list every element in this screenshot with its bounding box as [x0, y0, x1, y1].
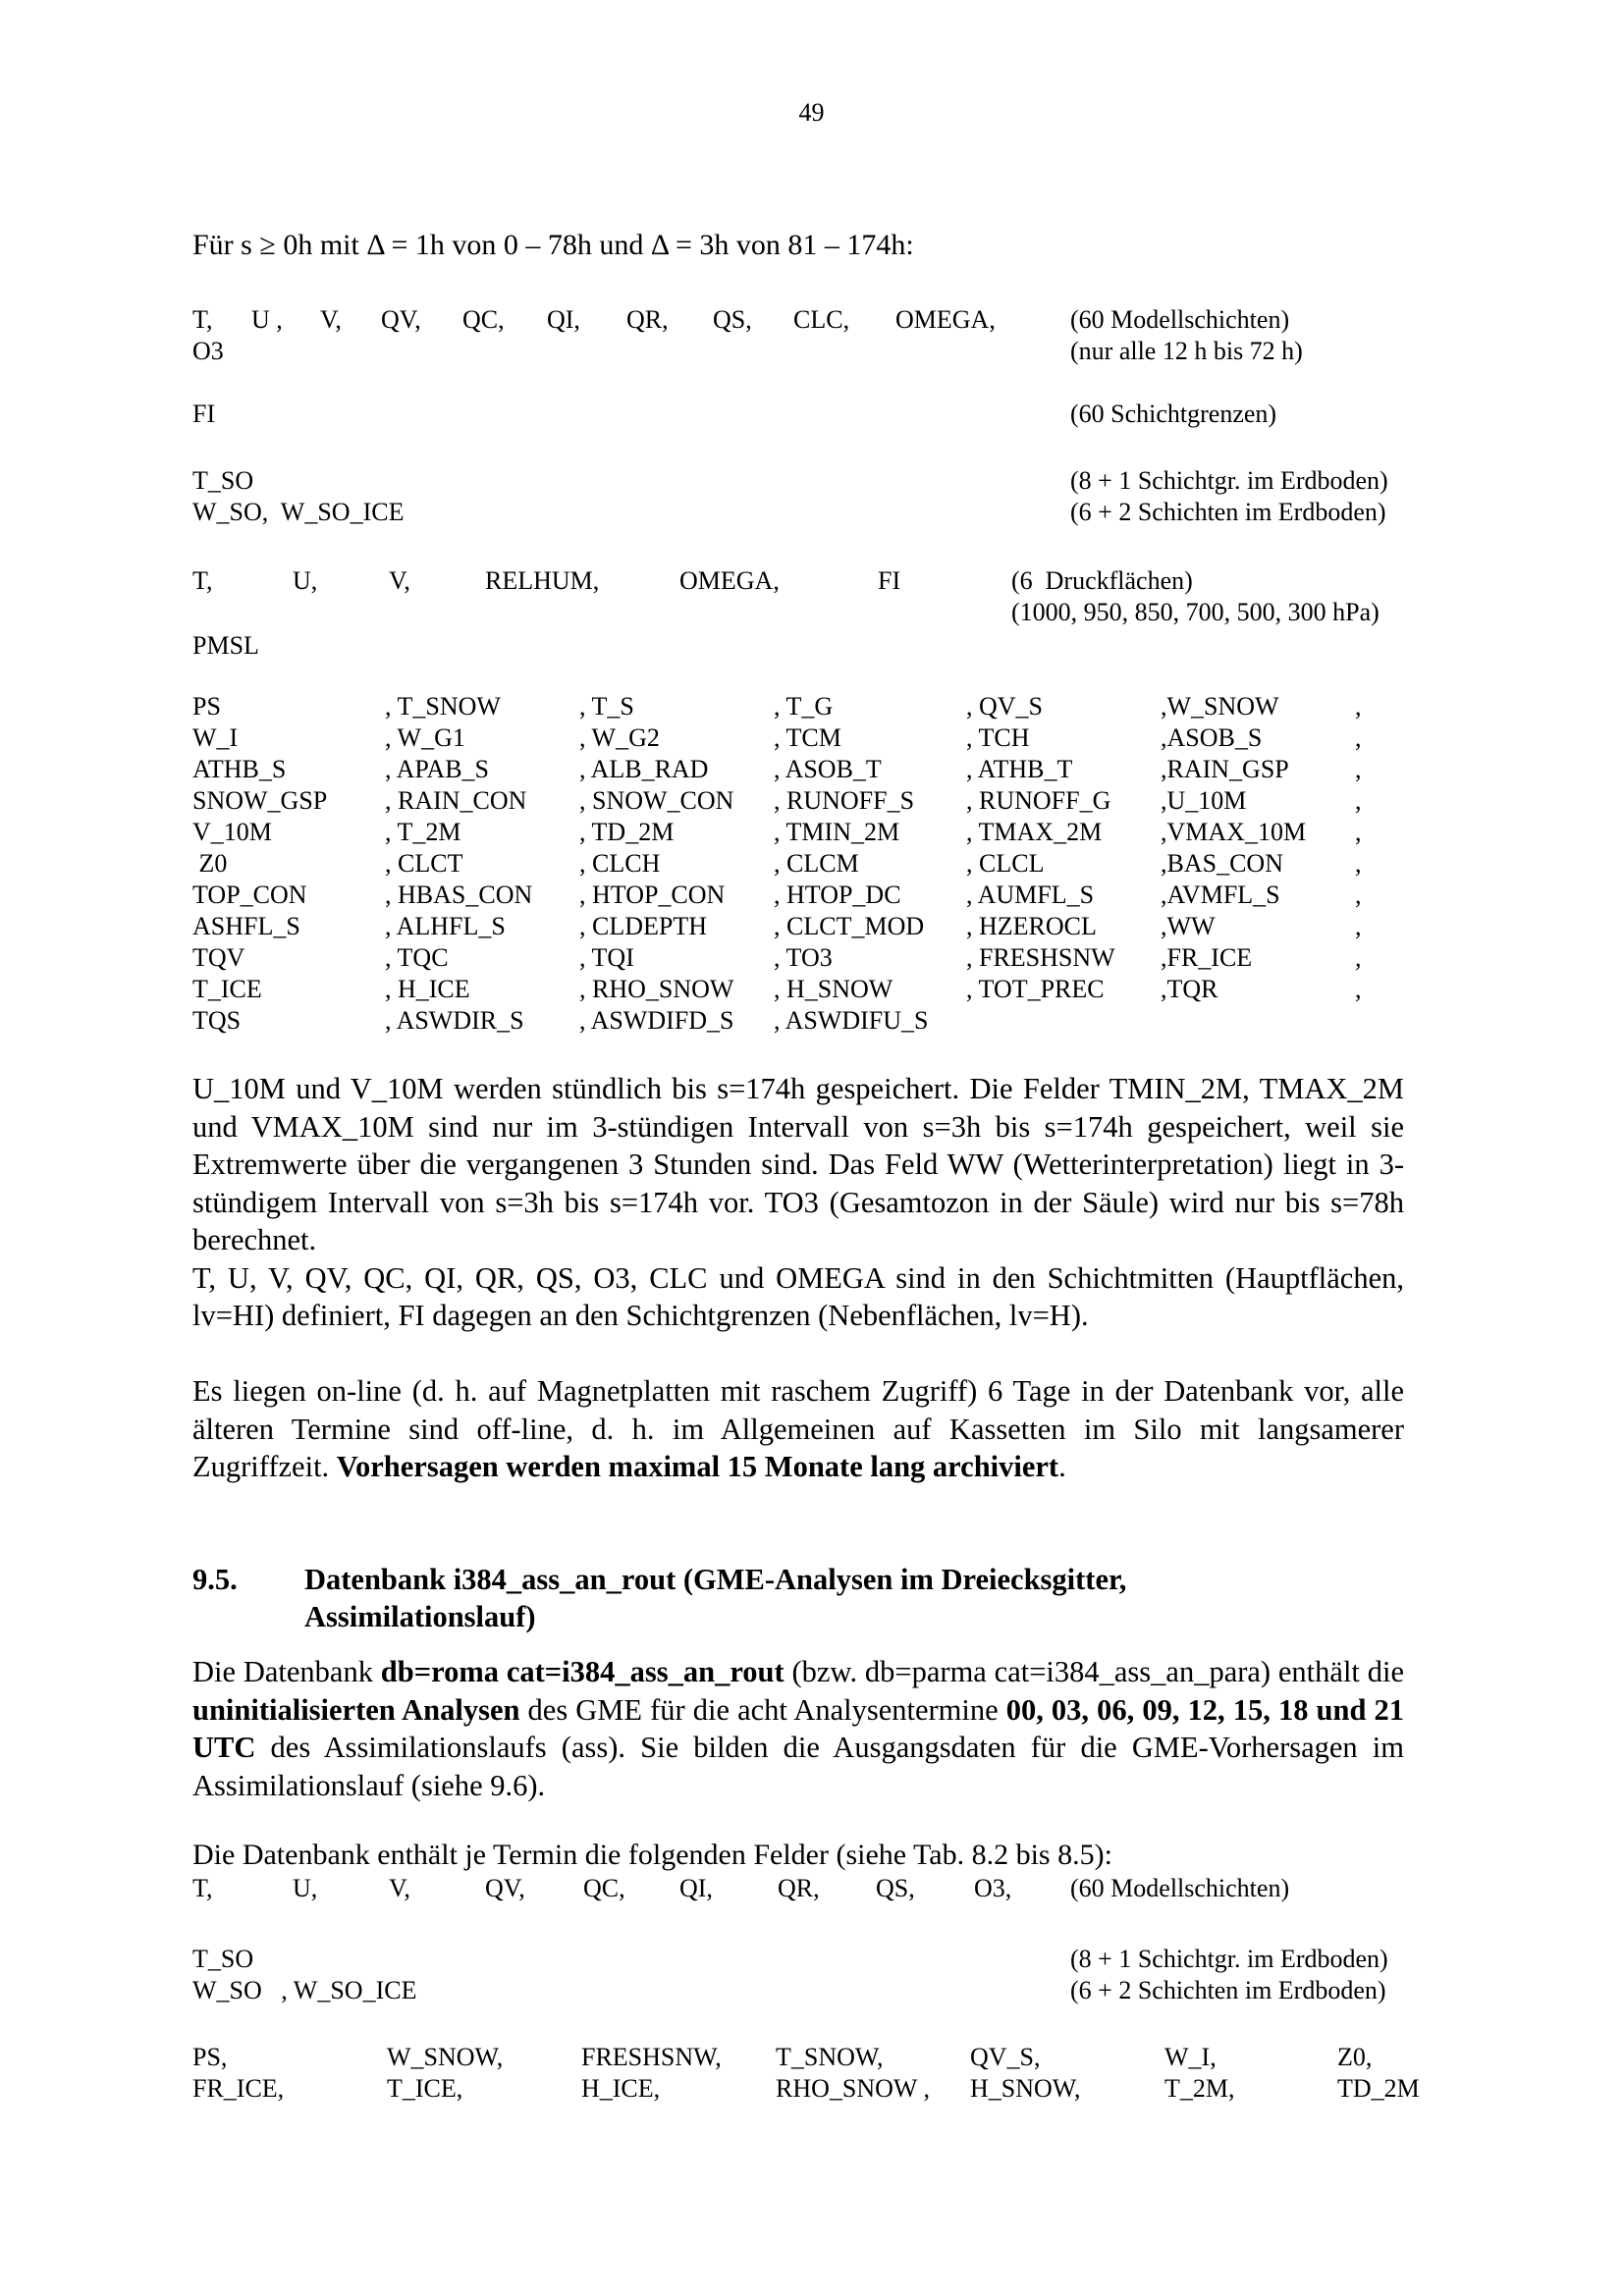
table-cell: , APAB_S	[385, 755, 489, 783]
table-row	[192, 754, 1420, 785]
surface-fields-table	[192, 691, 1420, 1037]
field: RELHUM,	[485, 566, 600, 595]
field: OMEGA,	[895, 305, 996, 334]
table-cell: ATHB_S	[192, 755, 287, 783]
field: T,	[192, 566, 213, 595]
field: T,	[192, 305, 213, 334]
table-cell: , RAIN_CON	[385, 786, 527, 815]
table-row	[192, 2042, 1439, 2073]
table-cell: , TCH	[966, 723, 1030, 752]
table-cell: , AUMFL_S	[966, 881, 1095, 909]
table-cell: , TMIN_2M	[774, 818, 900, 846]
table-cell: , QV_S	[966, 692, 1044, 721]
table-cell: PS,	[192, 2043, 228, 2071]
field: QV,	[485, 1874, 525, 1902]
pressure-list: (1000, 950, 850, 700, 500, 300 hPa)	[1011, 598, 1380, 626]
pmsl-label: PMSL	[192, 631, 259, 660]
table-cell: , HTOP_DC	[774, 881, 901, 909]
w-so-row	[192, 497, 1420, 528]
field: V,	[320, 305, 342, 334]
table-cell: FRESHSNW,	[581, 2043, 722, 2071]
table-cell: , TOT_PREC	[966, 975, 1105, 1003]
table-cell: Z0,	[1337, 2043, 1373, 2071]
t-so-row-2	[192, 1944, 1420, 1975]
paragraph-archive	[192, 1372, 1404, 1486]
table-cell: TQS	[192, 1006, 242, 1035]
pressure-levels-row	[192, 565, 1420, 597]
field-note: (8 + 1 Schichtgr. im Erdboden)	[1070, 1945, 1388, 1973]
field-note: (6 + 2 Schichten im Erdboden)	[1070, 1976, 1386, 2004]
field-note: (6 Druckflächen)	[1011, 566, 1193, 595]
field: FI	[878, 566, 901, 595]
fi-row	[192, 399, 1420, 430]
table-row	[192, 1005, 1420, 1037]
paragraph-text: Es liegen on-line (d. h. auf Magnetplatten mit raschem Zugriff) 6 Tage in der Datenbank vor, alle älteren Termine sind off-line, d. h. im Allgemeinen auf Kassetten im Silo mit langsamerer Zugriffzeit. Vorhersagen werden maximal 15 Monate lang archiviert.	[192, 1374, 1404, 1483]
table-cell: ,AVMFL_S	[1161, 881, 1280, 909]
section-number: 9.5.	[192, 1563, 238, 1596]
table-cell: , ALHFL_S	[385, 912, 506, 940]
table-row	[192, 722, 1420, 754]
table-row	[192, 785, 1420, 817]
paragraph-database	[192, 1653, 1404, 1804]
field: OMEGA,	[679, 566, 780, 595]
table-cell: , T_G	[774, 692, 834, 721]
w-so-row-2	[192, 1975, 1420, 2006]
table-cell: , TQI	[579, 943, 634, 972]
paragraph-text: U_10M und V_10M werden stündlich bis s=174h gespeichert. Die Felder TMIN_2M, TMAX_2M und VMAX_10M sind nur im 3-stündigen Intervall von s=3h bis s=174h gespeichert, weil sie Extremwerte über die vergangenen 3 Stunden sind. Das Feld WW (Wetterinterpretation) liegt in 3-stündigem Intervall von s=3h bis s=174h vor. TO3 (Gesamtozon in der Säule) wird nur bis s=78h berechnet.	[192, 1072, 1404, 1256]
table-cell: H_SNOW,	[970, 2074, 1081, 2103]
table-cell: , TMAX_2M	[966, 818, 1103, 846]
table-cell: ,	[1355, 849, 1362, 878]
table-cell: ,ASOB_S	[1161, 723, 1263, 752]
field: QV,	[381, 305, 421, 334]
table-cell: , TQC	[385, 943, 449, 972]
table-cell: W_SNOW,	[387, 2043, 504, 2071]
field: QS,	[876, 1874, 915, 1902]
table-cell: T_2M,	[1164, 2074, 1235, 2103]
table-cell: , H_ICE	[385, 975, 470, 1003]
table-cell: , ASWDIFU_S	[774, 1006, 929, 1035]
table-cell: , ATHB_T	[966, 755, 1073, 783]
intro-line: Für s ≥ 0h mit Δ = 1h von 0 – 78h und Δ = 3h von 81 – 174h:	[192, 229, 914, 261]
table-cell: ,	[1355, 975, 1362, 1003]
section-title: Datenbank i384_ass_an_rout (GME-Analysen im Dreiecksgitter, Assimilationslauf)	[304, 1563, 1127, 1633]
table-cell: ,	[1355, 723, 1362, 752]
table-cell: W_I	[192, 723, 239, 752]
table-cell: QV_S,	[970, 2043, 1041, 2071]
table-cell: , FRESHSNW	[966, 943, 1115, 972]
field: T_SO	[192, 1945, 254, 1973]
field-note: (60 Modellschichten)	[1070, 1874, 1290, 1902]
field: QI,	[547, 305, 580, 334]
field: W_SO , W_SO_ICE	[192, 1976, 417, 2004]
field: FI	[192, 400, 216, 428]
table-cell: T_SNOW,	[776, 2043, 884, 2071]
table-cell: , CLCL	[966, 849, 1045, 878]
field: O3,	[974, 1874, 1012, 1902]
table-cell: , ASOB_T	[774, 755, 882, 783]
archive-note: Vorhersagen werden maximal 15 Monate lang archiviert	[336, 1450, 1059, 1483]
field: QC,	[462, 305, 505, 334]
table-cell: , CLCT	[385, 849, 463, 878]
table-cell: TQV	[192, 943, 245, 972]
table-cell: , HTOP_CON	[579, 881, 726, 909]
field: CLC,	[793, 305, 850, 334]
table-cell: TOP_CON	[192, 881, 307, 909]
table-cell: , RUNOFF_S	[774, 786, 915, 815]
field: V,	[389, 566, 410, 595]
table-cell: , CLCT_MOD	[774, 912, 925, 940]
table-cell: ,	[1355, 786, 1362, 815]
table-cell: ,	[1355, 818, 1362, 846]
field: V,	[389, 1874, 410, 1902]
table-cell: T_ICE,	[387, 2074, 463, 2103]
table-row	[192, 691, 1420, 722]
field: O3	[192, 337, 224, 365]
table-cell: , T_2M	[385, 818, 461, 846]
table-cell: , TD_2M	[579, 818, 675, 846]
o3-row	[192, 336, 1420, 367]
table-cell: ,	[1355, 943, 1362, 972]
table-cell: ASHFL_S	[192, 912, 300, 940]
table-cell: W_I,	[1164, 2043, 1217, 2071]
table-cell: , ASWDIFD_S	[579, 1006, 734, 1035]
table-cell: , SNOW_CON	[579, 786, 734, 815]
table-row	[192, 817, 1420, 848]
table-cell: , RHO_SNOW	[579, 975, 734, 1003]
table-cell: , T_S	[579, 692, 634, 721]
table-cell: ,FR_ICE	[1161, 943, 1253, 972]
field: QS,	[713, 305, 752, 334]
table-cell: T_ICE	[192, 975, 262, 1003]
field: U,	[293, 566, 318, 595]
field-note: (60 Modellschichten)	[1070, 305, 1290, 334]
table-row	[192, 880, 1420, 911]
table-cell: PS	[192, 692, 221, 721]
field-note: (60 Schichtgrenzen)	[1070, 400, 1277, 428]
field-note: (nur alle 12 h bis 72 h)	[1070, 337, 1303, 365]
page-number: 49	[798, 98, 825, 127]
paragraph-text: T, U, V, QV, QC, QI, QR, QS, O3, CLC und OMEGA sind in den Schichtmitten (Hauptflächen, lv=HI) definiert, FI dagegen an den Schichtgrenzen (Nebenflächen, lv=H).	[192, 1260, 1404, 1332]
field: QI,	[679, 1874, 713, 1902]
table-cell: , W_G2	[579, 723, 660, 752]
table-cell: ,BAS_CON	[1161, 849, 1283, 878]
table-cell: ,VMAX_10M	[1161, 818, 1307, 846]
table-cell: , ASWDIR_S	[385, 1006, 524, 1035]
field: W_SO, W_SO_ICE	[192, 498, 405, 526]
table-cell: , T_SNOW	[385, 692, 501, 721]
field: QR,	[626, 305, 669, 334]
field-note: (6 + 2 Schichten im Erdboden)	[1070, 498, 1386, 526]
table-row	[192, 2073, 1439, 2105]
table-cell: , TCM	[774, 723, 841, 752]
surface-fields-table-2	[192, 2042, 1439, 2105]
table-cell: ,RAIN_GSP	[1161, 755, 1289, 783]
fields-intro: Die Datenbank enthält je Termin die folgenden Felder (siehe Tab. 8.2 bis 8.5):	[192, 1839, 1112, 1871]
table-cell: H_ICE,	[581, 2074, 661, 2103]
table-cell: , HZEROCL	[966, 912, 1097, 940]
table-cell: ,	[1355, 755, 1362, 783]
table-cell: , W_G1	[385, 723, 465, 752]
table-cell: , ALB_RAD	[579, 755, 709, 783]
table-cell: ,U_10M	[1161, 786, 1247, 815]
table-cell: , TO3	[774, 943, 833, 972]
field: T_SO	[192, 466, 254, 495]
table-cell: ,WW	[1161, 912, 1216, 940]
table-cell: SNOW_GSP	[192, 786, 328, 815]
table-cell: , CLDEPTH	[579, 912, 707, 940]
table-row	[192, 911, 1420, 942]
field: T,	[192, 1874, 213, 1902]
field: QC,	[583, 1874, 625, 1902]
table-cell: Z0	[192, 849, 228, 878]
field: U,	[293, 1874, 318, 1902]
table-cell: ,TQR	[1161, 975, 1218, 1003]
table-cell: , H_SNOW	[774, 975, 893, 1003]
table-cell: V_10M	[192, 818, 272, 846]
table-cell: RHO_SNOW ,	[776, 2074, 930, 2103]
field: U ,	[251, 305, 283, 334]
table-cell: ,W_SNOW	[1161, 692, 1279, 721]
model-levels-row	[192, 304, 1420, 336]
field: QR,	[778, 1874, 820, 1902]
paragraph-storage	[192, 1070, 1404, 1335]
table-row	[192, 942, 1420, 974]
model-levels-row-2	[192, 1873, 1420, 1904]
table-cell: ,	[1355, 881, 1362, 909]
table-cell: , HBAS_CON	[385, 881, 533, 909]
table-row	[192, 848, 1420, 880]
table-cell: FR_ICE,	[192, 2074, 285, 2103]
table-row	[192, 974, 1420, 1005]
table-cell: ,	[1355, 692, 1362, 721]
paragraph-text: Die Datenbank db=roma cat=i384_ass_an_rout (bzw. db=parma cat=i384_ass_an_para) enthält die uninitialisierten Analysen des GME für die acht Analysentermine 00, 03, 06, 09, 12, 15, 18 und 21 UTC des Assimilationslaufs (ass). Sie bilden die Ausgangsdaten für die GME-Vorhersagen im Assimilationslauf (siehe 9.6).	[192, 1655, 1404, 1802]
t-so-row	[192, 465, 1420, 497]
table-cell: ,	[1355, 912, 1362, 940]
table-cell: , CLCH	[579, 849, 661, 878]
table-cell: TD_2M	[1337, 2074, 1420, 2103]
field-note: (8 + 1 Schichtgr. im Erdboden)	[1070, 466, 1388, 495]
table-cell: , RUNOFF_G	[966, 786, 1111, 815]
table-cell: , CLCM	[774, 849, 859, 878]
